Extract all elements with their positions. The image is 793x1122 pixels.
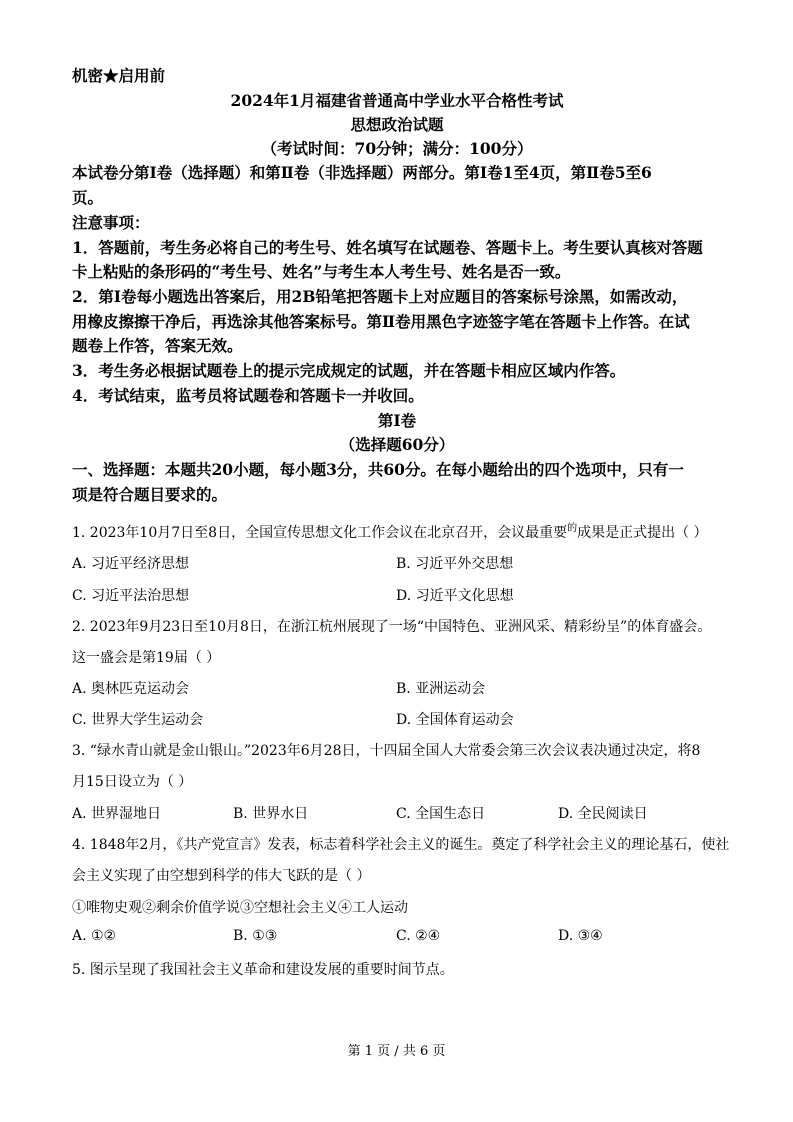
- question-4-stem-line-1: 4. 1848年2月，《共产党宣言》发表，标志着科学社会主义的诞生。奠定了科学社会主义的理论基石，使社: [72, 837, 730, 853]
- note-3: 3．考生务必根据试题卷上的提示完成规定的试题，并在答题卡相应区域内作答。: [72, 361, 626, 380]
- confidential-label: 机密★启用前: [72, 66, 166, 85]
- question-2-option-d[interactable]: D. 全国体育运动会: [396, 712, 514, 728]
- note-4: 4．考试结束，监考员将试题卷和答题卡一并收回。: [72, 386, 424, 405]
- section-instruction-line-2: 项是符合题目要求的。: [72, 485, 228, 504]
- question-2-stem-line-2: 这一盛会是第19届（ ）: [72, 650, 221, 666]
- time-score: （考试时间：70分钟；满分：100分）: [261, 139, 533, 158]
- question-3-option-d[interactable]: D. 全民阅读日: [558, 806, 648, 822]
- question-3-option-b[interactable]: B. 世界水日: [233, 806, 309, 822]
- question-2-option-c[interactable]: C. 世界大学生运动会: [72, 712, 204, 728]
- question-1-option-b[interactable]: B. 习近平外交思想: [396, 556, 514, 572]
- note-1-line-1: 1．答题前，考生务必将自己的考生号、姓名填写在试题卷、答题卡上。考生要认真核对答题: [72, 238, 703, 257]
- question-1-option-c[interactable]: C. 习近平法治思想: [72, 588, 190, 604]
- question-1-stem: 1. 2023年10月7日至8日，全国宣传思想文化工作会议在北京召开，会议最重要$^的$成果是正式提出（ ）: [72, 523, 708, 541]
- note-2-line-2: 用橡皮擦擦干净后，再选涂其他答案标号。第Ⅱ卷用黑色字迹签字笔在答题卡上作答。在试: [72, 312, 690, 331]
- question-4-option-c[interactable]: C. ②④: [396, 928, 441, 944]
- question-1-option-d[interactable]: D. 习近平文化思想: [396, 588, 514, 604]
- question-3-stem-line-1: 3. “绿水青山就是金山银山。”2023年6月28日，十四届全国人大常委会第三次会议表决通过决定，将8: [72, 743, 701, 759]
- question-1-option-a[interactable]: A. 习近平经济思想: [72, 556, 190, 572]
- question-3-stem-line-2: 月15日设立为（ ）: [72, 774, 193, 790]
- question-5-stem: 5. 图示呈现了我国社会主义革命和建设发展的重要时间节点。: [72, 962, 454, 978]
- question-4-option-b[interactable]: B. ①③: [233, 928, 278, 944]
- subject-title: 思想政治试题: [350, 115, 444, 134]
- question-2-stem-line-1: 2. 2023年9月23日至10月8日，在浙江杭州展现了一场“中国特色、亚洲风采、精彩纷呈”的体育盛会。: [72, 619, 712, 635]
- intro-line-2: 页。: [72, 188, 104, 207]
- note-1-line-2: 卡上粘贴的条形码的“考生号、姓名”与考生本人考生号、姓名是否一致。: [72, 262, 571, 281]
- intro-line-1: 本试卷分第Ⅰ卷（选择题）和第Ⅱ卷（非选择题）两部分。第Ⅰ卷1至4页，第Ⅱ卷5至6: [72, 163, 652, 182]
- question-4-option-a[interactable]: A. ①②: [72, 928, 117, 944]
- note-2-line-3: 题卷上作答，答案无效。: [72, 336, 243, 355]
- part-1-subtitle: （选择题60分）: [339, 435, 455, 454]
- question-2-option-a[interactable]: A. 奥林匹克运动会: [72, 681, 190, 697]
- question-4-items: ①唯物史观②剩余价值学说③空想社会主义④工人运动: [72, 900, 408, 916]
- section-instruction-line-1: 一、选择题：本题共20小题，每小题3分，共60分。在每小题给出的四个选项中，只有一: [72, 460, 684, 479]
- note-2-line-1: 2．第Ⅰ卷每小题选出答案后，用2B铅笔把答题卡上对应题目的答案标号涂黑，如需改动，: [72, 287, 688, 306]
- exam-title: 2024年1月福建省普通高中学业水平合格性考试: [230, 91, 564, 110]
- question-2-option-b[interactable]: B. 亚洲运动会: [396, 681, 486, 697]
- page-footer: 第 1 页 / 共 6 页: [347, 1044, 446, 1059]
- question-3-option-a[interactable]: A. 世界湿地日: [72, 806, 162, 822]
- part-1-title: 第Ⅰ卷: [377, 411, 417, 430]
- notes-heading: 注意事项：: [72, 213, 150, 232]
- question-4-stem-line-2: 会主义实现了由空想到科学的伟大飞跃的是（ ）: [72, 868, 371, 884]
- question-3-option-c[interactable]: C. 全国生态日: [396, 806, 486, 822]
- question-4-option-d[interactable]: D. ③④: [558, 928, 603, 944]
